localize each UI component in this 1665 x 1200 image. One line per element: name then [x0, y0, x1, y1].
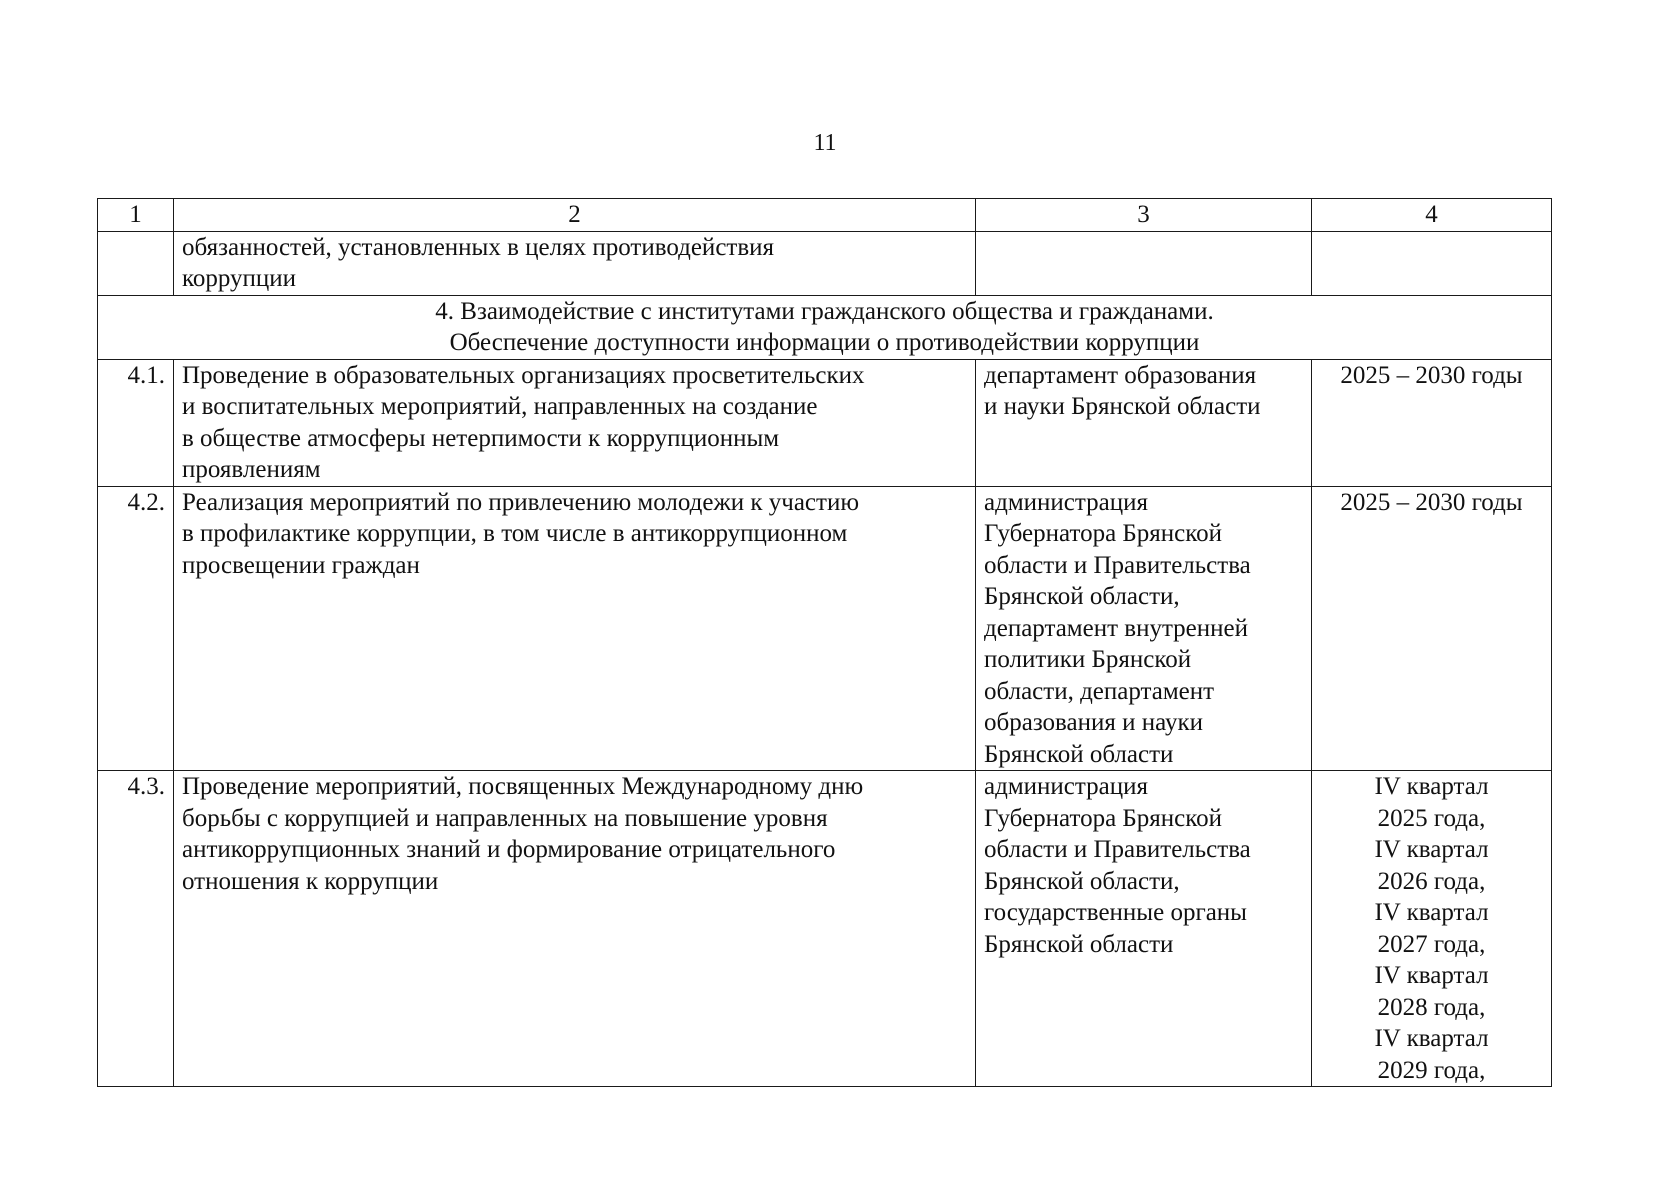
responsible-cell: департамент образования и науки Брянской области — [976, 359, 1312, 486]
activity-cell: Проведение мероприятий, посвященных Международному дню борьбы с коррупцией и направленных на повышение уровня антикоррупционных знаний и формирование отрицательного отношения к коррупции — [174, 771, 976, 1087]
row-number-cell: 4.3. — [98, 771, 174, 1087]
activity-cell: Проведение в образовательных организациях просветительских и воспитательных мероприятий, направленных на создание в обществе атмосферы нетерпимости к коррупционным проявлениям — [174, 359, 976, 486]
table-row — [98, 771, 1552, 1087]
section-heading-row — [98, 295, 1552, 359]
table-row — [98, 486, 1552, 771]
measures-table — [97, 198, 1552, 1087]
column-activity-header: 2 — [174, 199, 976, 232]
page-number: 11 — [813, 130, 837, 156]
deadline-cell: IV квартал 2025 года, IV квартал 2026 года, IV квартал 2027 года, IV квартал 2028 года, IV квартал 2029 года, — [1312, 771, 1552, 1087]
column-number-header: 1 — [98, 199, 174, 232]
table-row-continuation — [98, 231, 1552, 295]
section-heading: 4. Взаимодействие с институтами гражданского общества и гражданами. Обеспечение доступности информации о противодействии коррупции — [98, 295, 1552, 359]
table-row — [98, 359, 1552, 486]
activity-cell: обязанностей, установленных в целях противодействия коррупции — [174, 231, 976, 295]
responsible-cell: администрация Губернатора Брянской области и Правительства Брянской области, департамент внутренней политики Брянской области, департамент образования и науки Брянской области — [976, 486, 1312, 771]
column-deadline-header: 4 — [1312, 199, 1552, 232]
responsible-cell: администрация Губернатора Брянской области и Правительства Брянской области, государственные органы Брянской области — [976, 771, 1312, 1087]
row-number-cell: 4.1. — [98, 359, 174, 486]
column-responsible-header: 3 — [976, 199, 1312, 232]
activity-cell: Реализация мероприятий по привлечению молодежи к участию в профилактике коррупции, в том числе в антикоррупционном просвещении граждан — [174, 486, 976, 771]
table-header-row — [98, 199, 1552, 232]
row-number-cell: 4.2. — [98, 486, 174, 771]
deadline-cell — [1312, 231, 1552, 295]
deadline-cell: 2025 – 2030 годы — [1312, 359, 1552, 486]
responsible-cell — [976, 231, 1312, 295]
deadline-cell: 2025 – 2030 годы — [1312, 486, 1552, 771]
row-number-cell — [98, 231, 174, 295]
